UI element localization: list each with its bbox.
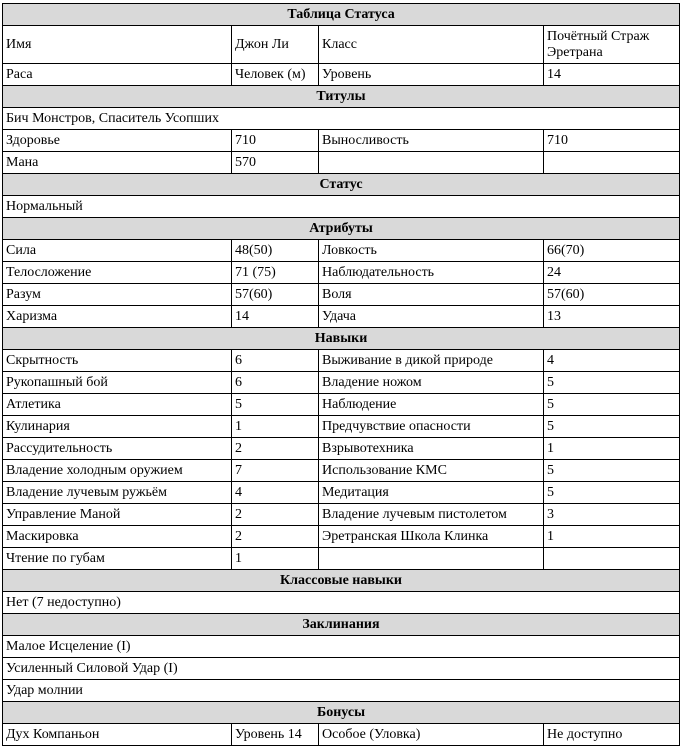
skill-label: Владение лучевым пистолетом [319,504,544,526]
class-value: Почётный Страж Эретрана [544,26,680,64]
attribute-label: Наблюдательность [319,262,544,284]
titles-header-row [3,86,680,108]
skill-value: 2 [232,526,319,548]
skill-row [3,504,680,526]
attribute-value: 71 (75) [232,262,319,284]
skill-value: 1 [544,438,680,460]
health-label: Здоровье [3,130,232,152]
attribute-value: 13 [544,306,680,328]
skill-value: 4 [544,350,680,372]
mana-label: Мана [3,152,232,174]
bonus-type: Особое (Уловка) [319,724,544,746]
skill-label: Кулинария [3,416,232,438]
skill-label: Рассудительность [3,438,232,460]
attributes-header-row [3,218,680,240]
skill-value: 5 [544,482,680,504]
bonus-availability: Не доступно [544,724,680,746]
empty-cell [319,152,544,174]
section-header-bonuses: Бонусы [3,702,680,724]
table-title: Таблица Статуса [3,4,680,26]
titles-value: Бич Монстров, Спаситель Усопших [3,108,680,130]
bonus-level: Уровень 14 [232,724,319,746]
name-value: Джон Ли [232,26,319,64]
attribute-label: Ловкость [319,240,544,262]
skill-label: Использование КМС [319,460,544,482]
skill-label: Медитация [319,482,544,504]
level-value: 14 [544,64,680,86]
class-skills-value: Нет (7 недоступно) [3,592,680,614]
bonuses-header-row [3,702,680,724]
section-header-attributes: Атрибуты [3,218,680,240]
attribute-row [3,284,680,306]
spell-row [3,680,680,702]
empty-cell [544,152,680,174]
skill-label: Чтение по губам [3,548,232,570]
skill-value [544,548,680,570]
attribute-label: Воля [319,284,544,306]
skill-label: Владение ножом [319,372,544,394]
skill-value: 6 [232,372,319,394]
stamina-label: Выносливость [319,130,544,152]
attribute-row [3,262,680,284]
name-label: Имя [3,26,232,64]
bonus-name: Дух Компаньон [3,724,232,746]
skill-value: 1 [232,416,319,438]
mana-row [3,152,680,174]
mana-value: 570 [232,152,319,174]
skill-label: Предчувствие опасности [319,416,544,438]
race-label: Раса [3,64,232,86]
attribute-row [3,306,680,328]
skill-value: 1 [544,526,680,548]
skill-value: 1 [232,548,319,570]
skill-value: 7 [232,460,319,482]
class-skills-header-row [3,570,680,592]
status-value: Нормальный [3,196,680,218]
race-value: Человек (м) [232,64,319,86]
attribute-label: Харизма [3,306,232,328]
skill-row [3,394,680,416]
section-header-titles: Титулы [3,86,680,108]
skill-label: Атлетика [3,394,232,416]
attribute-label: Удача [319,306,544,328]
stamina-value: 710 [544,130,680,152]
attribute-row [3,240,680,262]
attribute-label: Разум [3,284,232,306]
skills-body [3,350,680,570]
attributes-body [3,240,680,328]
spell-row [3,658,680,680]
skill-label: Наблюдение [319,394,544,416]
titles-row [3,108,680,130]
status-table-title-row [3,4,680,26]
status-header-row [3,174,680,196]
status-table [2,3,680,746]
attribute-value: 66(70) [544,240,680,262]
skill-label: Маскировка [3,526,232,548]
skill-row [3,350,680,372]
section-header-spells: Заклинания [3,614,680,636]
skill-value: 2 [232,438,319,460]
skill-label: Взрывотехника [319,438,544,460]
race-row [3,64,680,86]
spell-item: Удар молнии [3,680,680,702]
skill-label: Выживание в дикой природе [319,350,544,372]
skill-label [319,548,544,570]
skill-value: 5 [232,394,319,416]
attribute-value: 14 [232,306,319,328]
skill-label: Управление Маной [3,504,232,526]
skill-row [3,416,680,438]
skill-value: 5 [544,394,680,416]
skill-label: Эретранская Школа Клинка [319,526,544,548]
skill-value: 5 [544,416,680,438]
section-header-skills: Навыки [3,328,680,350]
section-header-class-skills: Классовые навыки [3,570,680,592]
level-label: Уровень [319,64,544,86]
skill-value: 5 [544,372,680,394]
bonus-row [3,724,680,746]
section-header-status: Статус [3,174,680,196]
health-row [3,130,680,152]
spell-item: Малое Исцеление (I) [3,636,680,658]
skill-label: Владение лучевым ружьём [3,482,232,504]
skill-value: 5 [544,460,680,482]
class-skills-row [3,592,680,614]
attribute-value: 48(50) [232,240,319,262]
skills-header-row [3,328,680,350]
attribute-value: 24 [544,262,680,284]
skill-row [3,372,680,394]
class-label: Класс [319,26,544,64]
attribute-value: 57(60) [544,284,680,306]
attribute-value: 57(60) [232,284,319,306]
skill-row [3,548,680,570]
skill-value: 3 [544,504,680,526]
skill-value: 2 [232,504,319,526]
skill-label: Владение холодным оружием [3,460,232,482]
skill-value: 4 [232,482,319,504]
spells-header-row [3,614,680,636]
skill-row [3,482,680,504]
attribute-label: Телосложение [3,262,232,284]
skill-row [3,438,680,460]
skill-row [3,526,680,548]
status-row [3,196,680,218]
skill-label: Рукопашный бой [3,372,232,394]
name-row [3,26,680,64]
health-value: 710 [232,130,319,152]
skill-row [3,460,680,482]
spell-row [3,636,680,658]
spell-item: Усиленный Силовой Удар (I) [3,658,680,680]
skill-value: 6 [232,350,319,372]
skill-label: Скрытность [3,350,232,372]
attribute-label: Сила [3,240,232,262]
